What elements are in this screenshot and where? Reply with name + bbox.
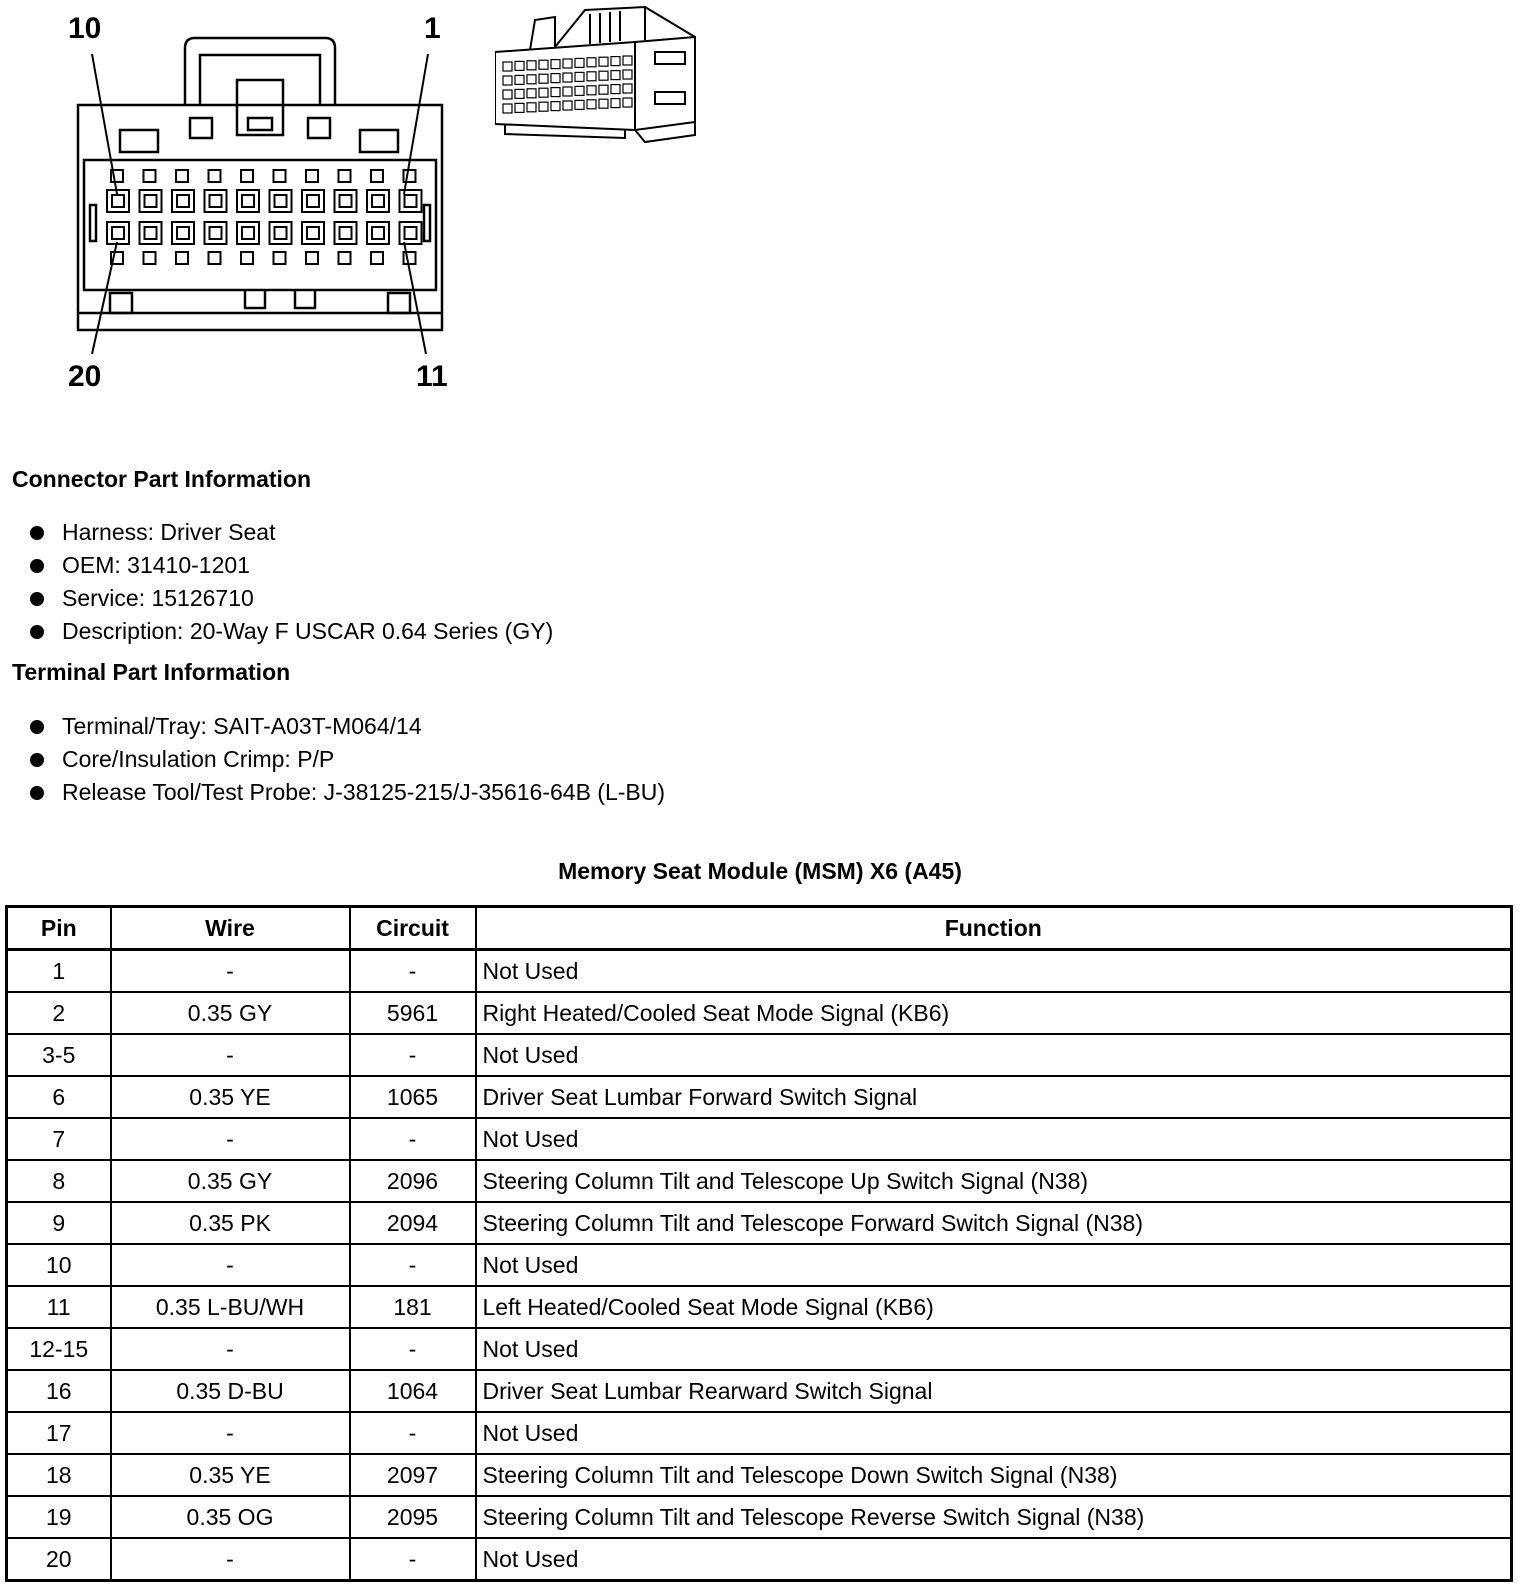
- pin-cavity: [107, 222, 129, 244]
- cell-wire: -: [111, 1412, 350, 1454]
- table-row: [7, 1160, 1512, 1202]
- cell-circuit: 5961: [350, 992, 476, 1034]
- cell-pin: 7: [7, 1118, 111, 1160]
- pin-cavity: [176, 170, 188, 182]
- cell-circuit: -: [350, 1412, 476, 1454]
- iso-cavity: [551, 60, 560, 69]
- iso-cavity: [575, 72, 584, 81]
- connector-face-diagram: [60, 10, 460, 370]
- pin-cavity: [302, 222, 324, 244]
- iso-cavity: [623, 56, 632, 65]
- cell-function: Not Used: [476, 1118, 1512, 1160]
- pin-cavity: [237, 222, 259, 244]
- iso-cavity: [611, 85, 620, 94]
- pin-cavity: [404, 170, 416, 182]
- pin-cavity: [274, 252, 286, 264]
- pin-cavity: [270, 222, 292, 244]
- iso-cavity: [503, 62, 512, 71]
- pin-cavity: [140, 222, 162, 244]
- pin-cavity: [242, 227, 254, 239]
- pin-cavity: [372, 195, 384, 207]
- pin-cavity: [176, 252, 188, 264]
- table-row: [7, 950, 1512, 993]
- iso-cavity: [599, 57, 608, 66]
- pin-cavity: [210, 227, 222, 239]
- cell-pin: 2: [7, 992, 111, 1034]
- cell-function: Right Heated/Cooled Seat Mode Signal (KB6): [476, 992, 1512, 1034]
- pin-cavity: [340, 227, 352, 239]
- cell-wire: -: [111, 1328, 350, 1370]
- iso-cavity: [623, 70, 632, 79]
- pin-cavity: [371, 252, 383, 264]
- cell-function: Driver Seat Lumbar Forward Switch Signal: [476, 1076, 1512, 1118]
- pin-cavity: [140, 190, 162, 212]
- list-item: OEM: 31410-1201: [28, 549, 553, 582]
- cell-pin: 1: [7, 950, 111, 993]
- table-row: [7, 1286, 1512, 1328]
- table-row: [7, 992, 1512, 1034]
- iso-cavity: [587, 86, 596, 95]
- pin-cavity: [367, 222, 389, 244]
- cell-wire: -: [111, 950, 350, 993]
- cell-pin: 10: [7, 1244, 111, 1286]
- iso-cavity: [527, 75, 536, 84]
- iso-cavity: [599, 71, 608, 80]
- pin-cavity: [302, 190, 324, 212]
- table-row: [7, 1202, 1512, 1244]
- cell-wire: 0.35 YE: [111, 1454, 350, 1496]
- cell-circuit: 2097: [350, 1454, 476, 1496]
- iso-cavity: [587, 58, 596, 67]
- iso-cavity: [563, 101, 572, 110]
- list-item: Core/Insulation Crimp: P/P: [28, 743, 665, 776]
- iso-cavity: [539, 60, 548, 69]
- list-item: Release Tool/Test Probe: J-38125-215/J-35616-64B (L-BU): [28, 776, 665, 809]
- column-header-function: Function: [476, 907, 1512, 950]
- cell-circuit: 1064: [350, 1370, 476, 1412]
- connector-isometric-view: [495, 2, 705, 147]
- pin-cavity: [371, 170, 383, 182]
- cell-pin: 11: [7, 1286, 111, 1328]
- pin-cavity: [237, 190, 259, 212]
- terminal-part-info-list: [28, 710, 665, 809]
- pin-cavity: [306, 170, 318, 182]
- table-row: [7, 1454, 1512, 1496]
- cell-wire: 0.35 D-BU: [111, 1370, 350, 1412]
- cell-function: Steering Column Tilt and Telescope Up Switch Signal (N38): [476, 1160, 1512, 1202]
- cell-wire: -: [111, 1034, 350, 1076]
- cell-function: Left Heated/Cooled Seat Mode Signal (KB6): [476, 1286, 1512, 1328]
- iso-cavity: [563, 73, 572, 82]
- pin-cavity: [145, 195, 157, 207]
- iso-cavity: [527, 103, 536, 112]
- cell-function: Not Used: [476, 1328, 1512, 1370]
- pin-cavity: [270, 190, 292, 212]
- cell-wire: -: [111, 1538, 350, 1581]
- cell-wire: -: [111, 1244, 350, 1286]
- cell-circuit: -: [350, 1328, 476, 1370]
- cell-wire: 0.35 GY: [111, 992, 350, 1034]
- iso-cavity: [539, 102, 548, 111]
- pin-callout-11: 11: [416, 360, 448, 393]
- cell-wire: 0.35 PK: [111, 1202, 350, 1244]
- iso-cavity: [527, 89, 536, 98]
- iso-cavity: [599, 85, 608, 94]
- cell-pin: 6: [7, 1076, 111, 1118]
- iso-cavity: [503, 76, 512, 85]
- cell-pin: 3-5: [7, 1034, 111, 1076]
- pin-cavity: [275, 195, 287, 207]
- iso-cavity: [539, 88, 548, 97]
- cell-circuit: -: [350, 1034, 476, 1076]
- cell-circuit: 181: [350, 1286, 476, 1328]
- pin-callout-20: 20: [68, 360, 102, 393]
- table-row: [7, 1538, 1512, 1581]
- list-item: Description: 20-Way F USCAR 0.64 Series (GY): [28, 615, 553, 648]
- table-row: [7, 1328, 1512, 1370]
- cell-circuit: -: [350, 1118, 476, 1160]
- iso-cavity: [611, 99, 620, 108]
- pin-callout-1: 1: [424, 12, 441, 45]
- cell-pin: 12-15: [7, 1328, 111, 1370]
- cell-function: Steering Column Tilt and Telescope Reverse Switch Signal (N38): [476, 1496, 1512, 1538]
- cell-wire: 0.35 GY: [111, 1160, 350, 1202]
- pin-cavity: [405, 195, 417, 207]
- iso-cavity: [551, 102, 560, 111]
- column-header-circuit: Circuit: [350, 907, 476, 950]
- cell-function: Not Used: [476, 950, 1512, 993]
- table-row: [7, 1496, 1512, 1538]
- cell-pin: 20: [7, 1538, 111, 1581]
- cell-pin: 8: [7, 1160, 111, 1202]
- list-item: Harness: Driver Seat: [28, 516, 553, 549]
- list-item: Service: 15126710: [28, 582, 553, 615]
- cell-function: Not Used: [476, 1412, 1512, 1454]
- pin-cavity: [241, 252, 253, 264]
- table-title: Memory Seat Module (MSM) X6 (A45): [558, 858, 962, 884]
- pin-cavity: [306, 252, 318, 264]
- iso-cavity: [587, 100, 596, 109]
- pin-cavity: [241, 170, 253, 182]
- pin-cavity: [209, 170, 221, 182]
- cell-pin: 18: [7, 1454, 111, 1496]
- pin-cavity: [209, 252, 221, 264]
- cell-function: Driver Seat Lumbar Rearward Switch Signal: [476, 1370, 1512, 1412]
- iso-cavity: [563, 87, 572, 96]
- pin-cavity: [242, 195, 254, 207]
- pin-cavity: [172, 190, 194, 212]
- table-row: [7, 1034, 1512, 1076]
- pin-cavity: [307, 227, 319, 239]
- pin-cavity: [177, 195, 189, 207]
- table-header-row: [7, 907, 1512, 950]
- pin-cavity: [405, 227, 417, 239]
- table-row: [7, 1412, 1512, 1454]
- column-header-wire: Wire: [111, 907, 350, 950]
- pin-cavity: [400, 190, 422, 212]
- cell-wire: 0.35 OG: [111, 1496, 350, 1538]
- iso-cavity: [599, 99, 608, 108]
- cell-wire: 0.35 L-BU/WH: [111, 1286, 350, 1328]
- cell-function: Not Used: [476, 1034, 1512, 1076]
- iso-cavity: [551, 88, 560, 97]
- cell-wire: 0.35 YE: [111, 1076, 350, 1118]
- pin-cavity: [205, 222, 227, 244]
- iso-cavity: [587, 72, 596, 81]
- cell-circuit: -: [350, 1538, 476, 1581]
- iso-cavity: [515, 61, 524, 70]
- table-row: [7, 1118, 1512, 1160]
- list-item: Terminal/Tray: SAIT-A03T-M064/14: [28, 710, 665, 743]
- pin-cavity: [372, 227, 384, 239]
- cell-circuit: -: [350, 1244, 476, 1286]
- pin-cavity: [275, 227, 287, 239]
- iso-cavity: [515, 75, 524, 84]
- cell-circuit: 2096: [350, 1160, 476, 1202]
- pin-cavity: [335, 190, 357, 212]
- cell-circuit: 1065: [350, 1076, 476, 1118]
- iso-cavity: [611, 57, 620, 66]
- cell-pin: 16: [7, 1370, 111, 1412]
- connector-part-info-heading: Connector Part Information: [12, 466, 312, 492]
- pin-cavity: [400, 222, 422, 244]
- cell-wire: -: [111, 1118, 350, 1160]
- iso-cavity: [575, 100, 584, 109]
- pin-cavity: [339, 170, 351, 182]
- pin-cavity: [210, 195, 222, 207]
- terminal-part-info-heading: Terminal Part Information: [12, 659, 291, 685]
- cell-function: Not Used: [476, 1244, 1512, 1286]
- iso-cavity: [503, 90, 512, 99]
- cell-circuit: 2095: [350, 1496, 476, 1538]
- column-header-pin: Pin: [7, 907, 111, 950]
- pin-callout-10: 10: [68, 12, 102, 45]
- iso-cavity: [539, 74, 548, 83]
- cell-pin: 17: [7, 1412, 111, 1454]
- table-row: [7, 1370, 1512, 1412]
- pin-cavity: [367, 190, 389, 212]
- cell-circuit: 2094: [350, 1202, 476, 1244]
- table-row: [7, 1244, 1512, 1286]
- iso-cavity: [527, 61, 536, 70]
- iso-cavity: [611, 71, 620, 80]
- cell-pin: 19: [7, 1496, 111, 1538]
- connector-part-info-list: [28, 516, 553, 648]
- pinout-table: [5, 905, 1513, 1582]
- table-row: [7, 1076, 1512, 1118]
- pin-cavity: [145, 227, 157, 239]
- pin-cavity: [107, 190, 129, 212]
- cell-pin: 9: [7, 1202, 111, 1244]
- pin-cavity: [144, 170, 156, 182]
- pin-cavity: [177, 227, 189, 239]
- pin-cavity: [112, 227, 124, 239]
- pin-cavity: [172, 222, 194, 244]
- iso-cavity: [515, 103, 524, 112]
- pin-cavity: [112, 195, 124, 207]
- iso-cavity: [515, 89, 524, 98]
- iso-cavity: [563, 59, 572, 68]
- cell-circuit: -: [350, 950, 476, 993]
- pin-cavity: [340, 195, 352, 207]
- iso-cavity: [551, 74, 560, 83]
- cell-function: Steering Column Tilt and Telescope Forward Switch Signal (N38): [476, 1202, 1512, 1244]
- pin-cavity: [205, 190, 227, 212]
- iso-cavity: [623, 98, 632, 107]
- pin-cavity: [335, 222, 357, 244]
- pin-cavity: [144, 252, 156, 264]
- iso-cavity: [575, 86, 584, 95]
- pin-cavity: [339, 252, 351, 264]
- iso-cavity: [623, 84, 632, 93]
- pin-cavity: [307, 195, 319, 207]
- cell-function: Not Used: [476, 1538, 1512, 1581]
- cell-function: Steering Column Tilt and Telescope Down Switch Signal (N38): [476, 1454, 1512, 1496]
- pin-cavity: [274, 170, 286, 182]
- iso-cavity: [575, 58, 584, 67]
- iso-cavity: [503, 104, 512, 113]
